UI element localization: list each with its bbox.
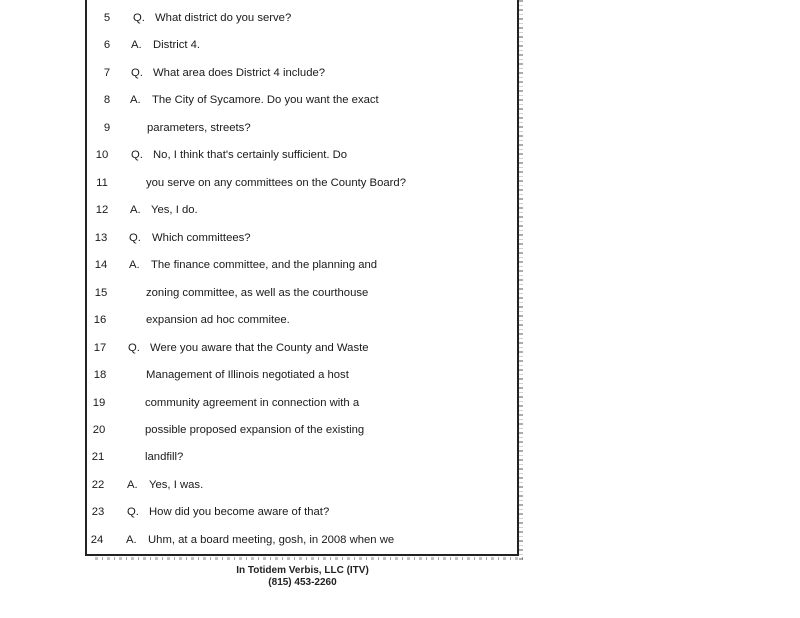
line-text: What district do you serve? xyxy=(155,12,292,24)
line-number: 21 xyxy=(91,451,105,463)
qa-marker: A. xyxy=(129,259,140,271)
line-number: 11 xyxy=(96,177,108,189)
line-number: 14 xyxy=(94,259,108,271)
line-number: 23 xyxy=(91,506,105,518)
line-number: 19 xyxy=(92,397,106,409)
line-text: How did you become aware of that? xyxy=(149,506,330,518)
line-text: The finance committee, and the planning and xyxy=(151,259,378,271)
line-number: 9 xyxy=(103,122,111,134)
line-number: 22 xyxy=(91,479,105,491)
qa-marker: A. xyxy=(130,204,141,216)
line-number: 8 xyxy=(103,94,111,106)
line-text: community agreement in connection with a xyxy=(145,397,360,409)
qa-marker: Q. xyxy=(131,67,143,79)
line-text: landfill? xyxy=(145,451,184,463)
line-text: Uhm, at a board meeting, gosh, in 2008 when we xyxy=(148,534,395,546)
line-text: you serve on any committees on the County Board? xyxy=(146,177,406,189)
qa-marker: Q. xyxy=(127,506,139,518)
bottom-rule xyxy=(85,554,519,556)
line-number: 24 xyxy=(90,534,104,546)
line-text: Management of Illinois negotiated a host xyxy=(146,369,349,381)
qa-marker: A. xyxy=(131,39,142,51)
qa-marker: Q. xyxy=(131,149,143,161)
line-number: 17 xyxy=(93,342,107,354)
qa-marker: A. xyxy=(130,94,141,106)
line-text: parameters, streets? xyxy=(147,122,251,134)
line-number: 10 xyxy=(95,149,109,161)
line-number: 6 xyxy=(103,39,111,51)
line-number: 12 xyxy=(95,204,109,216)
line-text: Yes, I do. xyxy=(151,204,198,216)
line-number: 16 xyxy=(93,314,107,326)
qa-marker: A. xyxy=(126,534,137,546)
line-number: 13 xyxy=(94,232,108,244)
qa-marker: Q. xyxy=(133,12,145,24)
line-number: 18 xyxy=(93,369,107,381)
line-number: 5 xyxy=(103,12,111,24)
line-number: 20 xyxy=(92,424,106,436)
scan-edge-noise xyxy=(519,0,523,560)
scan-bottom-noise xyxy=(95,557,523,560)
line-text: expansion ad hoc commitee. xyxy=(146,314,290,326)
line-text: What area does District 4 include? xyxy=(153,67,326,79)
line-text: possible proposed expansion of the existing xyxy=(145,424,365,436)
qa-marker: Q. xyxy=(129,232,141,244)
footer-company: In Totidem Verbis, LLC (ITV) xyxy=(236,565,369,576)
left-margin-rule xyxy=(85,0,87,556)
line-number: 7 xyxy=(103,67,111,79)
line-text: Yes, I was. xyxy=(149,479,204,491)
line-text: The City of Sycamore. Do you want the exact xyxy=(152,94,379,106)
qa-marker: Q. xyxy=(128,342,140,354)
line-text: zoning committee, as well as the courthouse xyxy=(146,287,369,299)
line-text: District 4. xyxy=(153,39,201,51)
line-text: No, I think that's certainly sufficient. Do xyxy=(153,149,348,161)
line-number: 15 xyxy=(94,287,108,299)
line-text: Which committees? xyxy=(152,232,251,244)
line-text: Were you aware that the County and Waste xyxy=(150,342,369,354)
qa-marker: A. xyxy=(127,479,138,491)
footer-phone: (815) 453-2260 xyxy=(268,577,337,588)
